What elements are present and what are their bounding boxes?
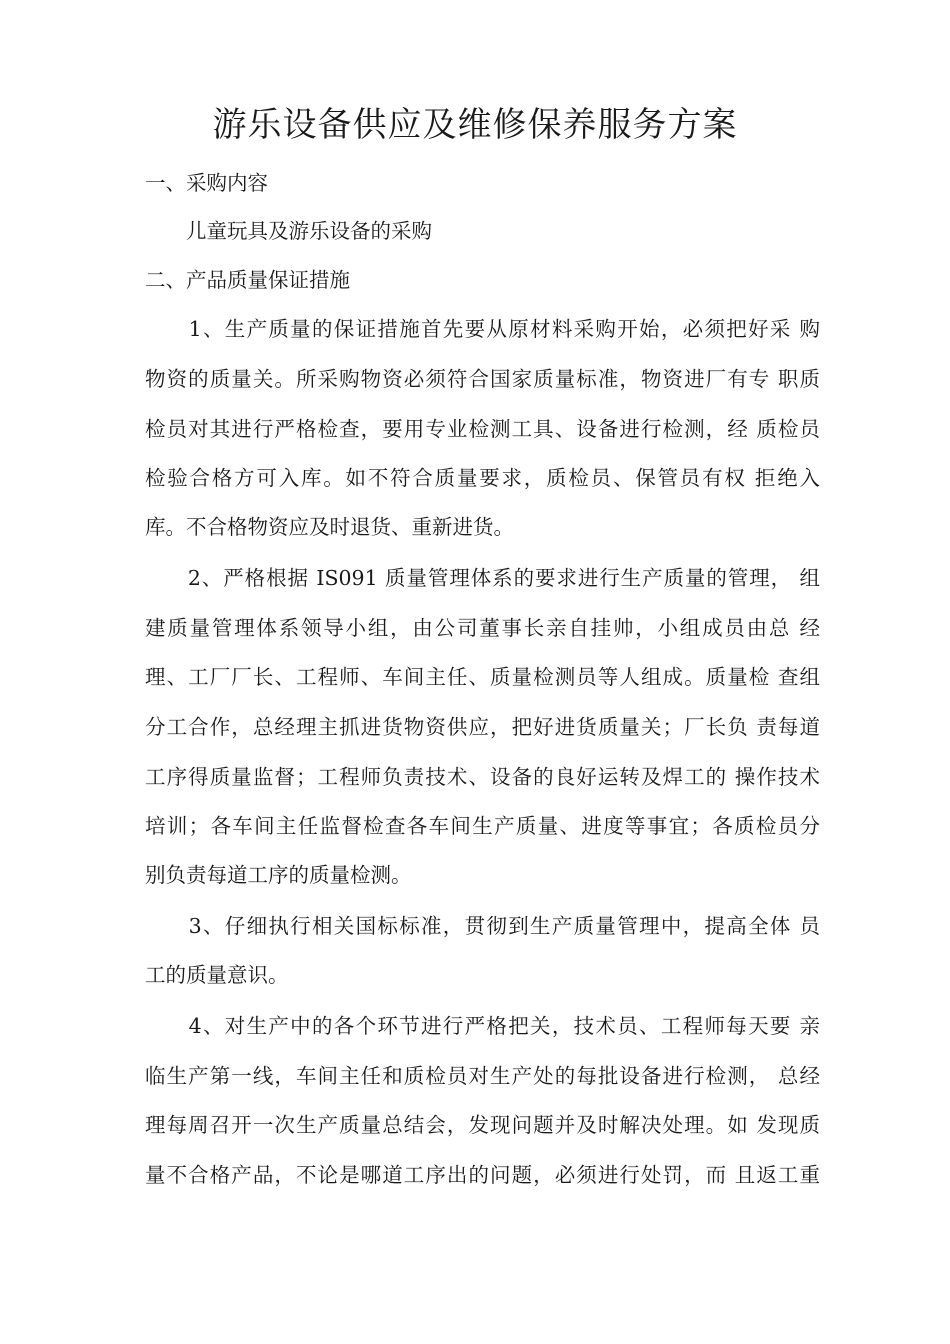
text-line: 别负责每道工序的质量检测。	[145, 863, 412, 887]
text-line: 4、对生产中的各个环节进行严格把关，技术员、工程师每天要 亲	[145, 1014, 820, 1038]
text-line: 检验合格方可入库。如不符合质量要求，质检员、保管员有权 拒绝入	[145, 466, 820, 490]
text-line: 理、工厂厂长、工程师、车间主任、质量检测员等人组成。质量检 查组	[145, 665, 820, 689]
text-line: 分工合作，总经理主抓进货物资供应，把好进货质量关；厂长负 责每道	[145, 715, 820, 739]
text-line: 儿童玩具及游乐设备的采购	[145, 219, 432, 243]
text-line: 理每周召开一次生产质量总结会，发现问题并及时解决处理。如 发现质	[145, 1113, 820, 1137]
text-line: 物资的质量关。所采购物资必须符合国家质量标准，物资进厂有专 职质	[145, 367, 820, 391]
text-line: 量不合格产品，不论是哪道工序出的问题，必须进行处罚，而 且返工重	[145, 1163, 820, 1187]
text-line: 二、产品质量保证措施	[145, 268, 350, 292]
text-line: 1、生产质量的保证措施首先要从原材料采购开始，必须把好采 购	[145, 317, 820, 341]
text-line: 工的质量意识。	[145, 963, 289, 987]
text-line: 建质量管理体系领导小组，由公司董事长亲自挂帅，小组成员由总 经	[145, 616, 820, 640]
document-title: 游乐设备供应及维修保养服务方案	[212, 105, 738, 145]
text-line: 一、采购内容	[145, 171, 268, 195]
text-line: 检员对其进行严格检查，要用专业检测工具、设备进行检测，经 质检员	[145, 417, 820, 441]
text-line: 临生产第一线，车间主任和质检员对生产处的每批设备进行检测， 总经	[145, 1064, 820, 1088]
text-line: 3、仔细执行相关国标标准，贯彻到生产质量管理中，提高全体 员	[145, 914, 820, 938]
text-line: 2、严格根据 IS091 质量管理体系的要求进行生产质量的管理， 组	[145, 566, 820, 590]
text-line: 工序得质量监督；工程师负责技术、设备的良好运转及焊工的 操作技术	[145, 765, 820, 789]
text-line: 库。不合格物资应及时退货、重新进货。	[145, 515, 514, 539]
text-line: 培训；各车间主任监督检查各车间生产质量、进度等事宜；各质检员分	[145, 814, 820, 838]
